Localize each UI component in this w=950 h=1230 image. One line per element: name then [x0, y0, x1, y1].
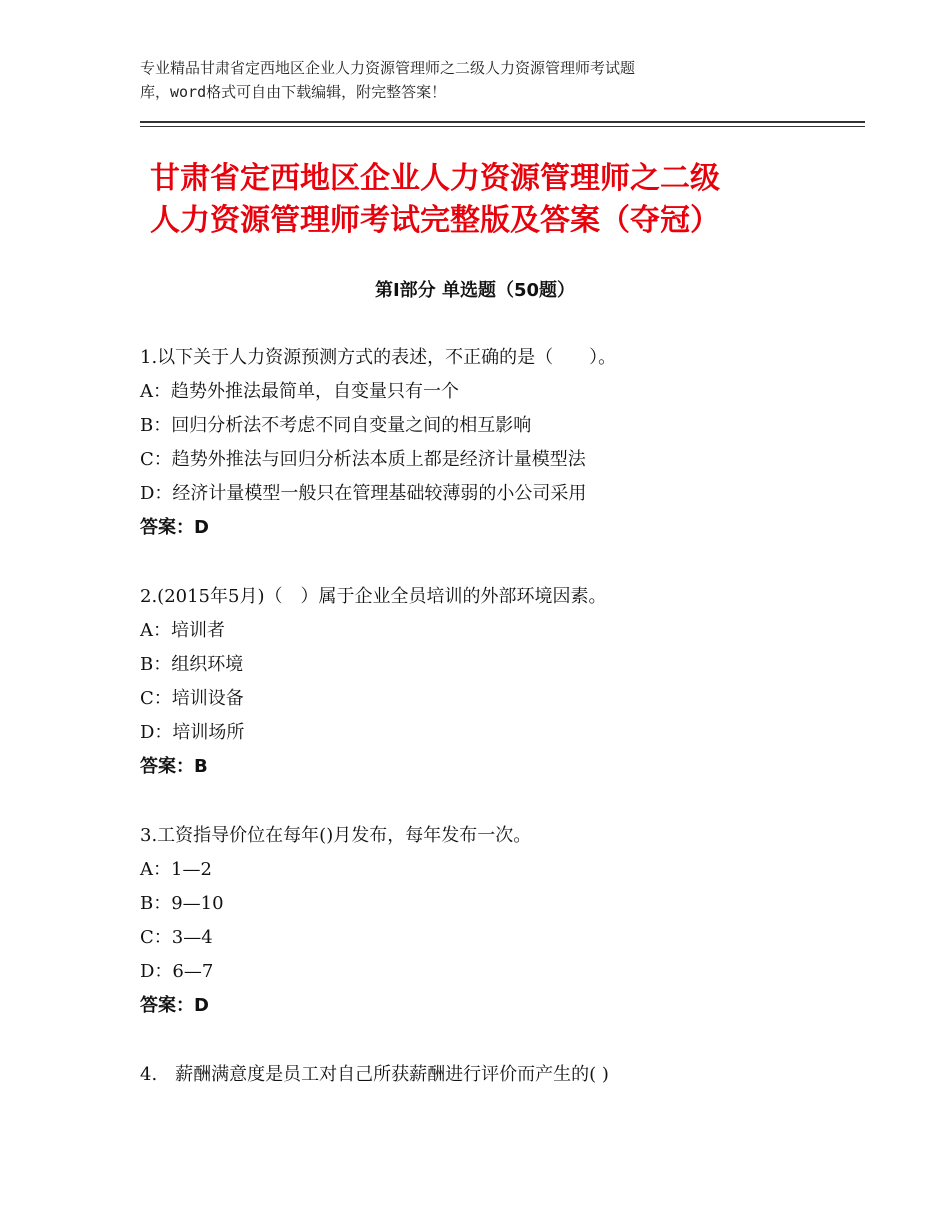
option-d: D：6—7	[140, 961, 214, 982]
question-stem: 2.(2015年5月)（ ）属于企业全员培训的外部环境因素。	[140, 586, 607, 607]
question-stem: 4. 薪酬满意度是员工对自己所获薪酬进行评价而产生的( )	[140, 1064, 609, 1085]
document-title-line-1: 甘肃省定西地区企业人力资源管理师之二级	[150, 161, 720, 196]
option-c: C：培训设备	[140, 688, 244, 709]
document-title	[150, 158, 850, 242]
header-rule-thick	[140, 121, 865, 123]
option-b: B：9—10	[140, 893, 224, 914]
header-rule-thin	[140, 126, 865, 127]
section-title: 第Ⅰ部分 单选题（50题）	[374, 280, 575, 301]
option-a: A：培训者	[140, 620, 225, 641]
header-note	[140, 56, 820, 104]
option-b: B：回归分析法不考虑不同自变量之间的相互影响	[140, 415, 532, 436]
option-a: A：趋势外推法最简单，自变量只有一个	[140, 381, 459, 402]
question-3	[140, 819, 840, 1023]
question-stem: 3.工资指导价位在每年()月发布，每年发布一次。	[140, 825, 532, 846]
question-2	[140, 580, 840, 784]
question-1	[140, 341, 840, 545]
header-note-line-2: 库，word格式可自由下载编辑，附完整答案！	[140, 83, 447, 101]
question-4	[140, 1058, 840, 1092]
option-d: D：经济计量模型一般只在管理基础较薄弱的小公司采用	[140, 483, 587, 504]
answer: 答案：D	[140, 995, 209, 1016]
option-b: B：组织环境	[140, 654, 244, 675]
option-c: C：3—4	[140, 927, 213, 948]
header-note-line-1: 专业精品甘肃省定西地区企业人力资源管理师之二级人力资源管理师考试题	[140, 59, 636, 77]
answer: 答案：D	[140, 517, 209, 538]
question-stem: 1.以下关于人力资源预测方式的表述，不正确的是（ ）。	[140, 347, 617, 368]
option-d: D：培训场所	[140, 722, 245, 743]
document-title-line-2: 人力资源管理师考试完整版及答案（夺冠）	[150, 203, 720, 238]
option-a: A：1—2	[140, 859, 212, 880]
answer: 答案：B	[140, 756, 208, 777]
option-c: C：趋势外推法与回归分析法本质上都是经济计量模型法	[140, 449, 586, 470]
